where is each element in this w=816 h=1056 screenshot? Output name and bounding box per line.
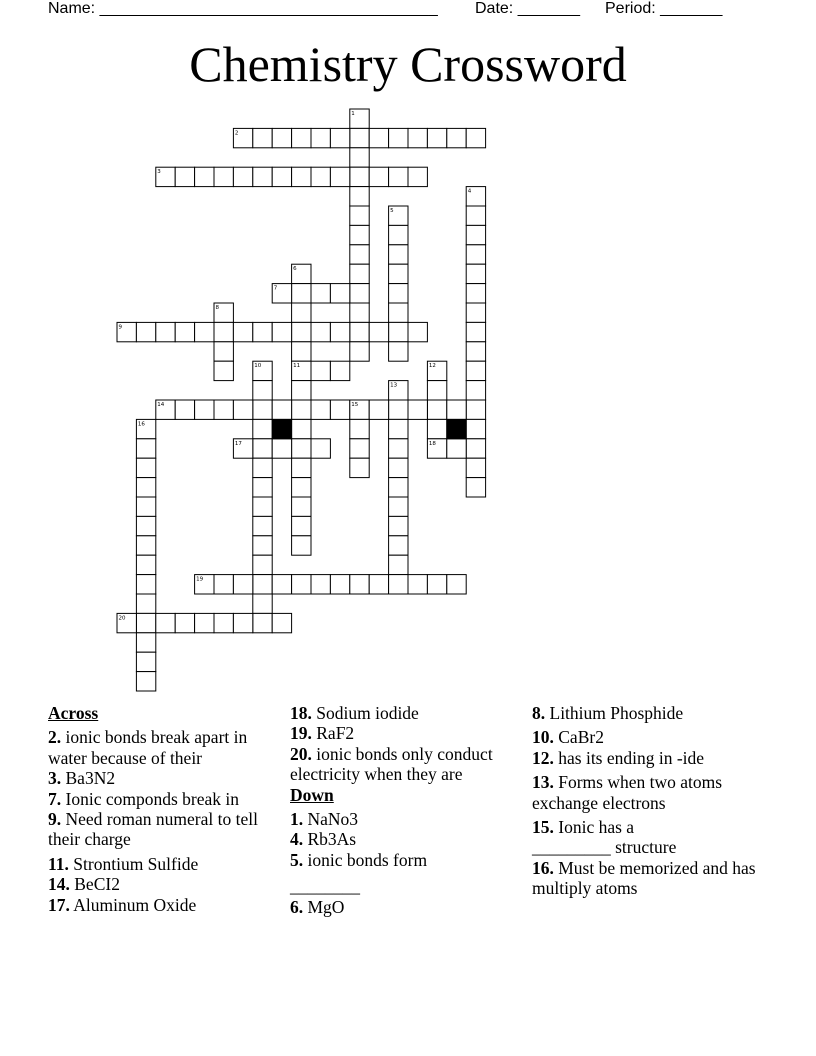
crossword-cell[interactable] (292, 400, 311, 419)
clues-column-1 (48, 703, 273, 915)
crossword-cell[interactable] (292, 536, 311, 555)
crossword-cell[interactable] (389, 536, 408, 555)
clue-number-label: 9 (118, 324, 122, 331)
crossword-cell[interactable] (214, 167, 233, 186)
crossword-cell[interactable] (447, 400, 466, 419)
clue-across-3: 3. Ba3N2 (48, 768, 116, 789)
crossword-cell[interactable] (311, 439, 330, 458)
crossword-cell[interactable] (350, 419, 369, 438)
crossword-cell[interactable] (253, 478, 272, 497)
crossword-cell[interactable] (214, 322, 233, 341)
clue-number-label: 3 (157, 169, 161, 176)
crossword-cell[interactable] (253, 128, 272, 147)
clue-down-5-blank: ________ (290, 876, 360, 897)
crossword-cell[interactable] (136, 613, 155, 632)
clue-number-label: 5 (390, 208, 394, 214)
black-cell (447, 419, 466, 438)
crossword-cell[interactable] (272, 128, 291, 147)
crossword-cell[interactable] (292, 167, 311, 186)
crossword-cell[interactable] (427, 400, 446, 419)
crossword-cell[interactable] (427, 419, 446, 438)
crossword-cell[interactable] (214, 400, 233, 419)
crossword-cell[interactable] (292, 303, 311, 322)
crossword-cell[interactable] (253, 419, 272, 438)
crossword-cell[interactable] (233, 322, 252, 341)
crossword-cell[interactable] (466, 128, 485, 147)
crossword-cell[interactable] (233, 575, 252, 594)
crossword-cell[interactable] (330, 128, 349, 147)
crossword-cell[interactable] (389, 497, 408, 516)
crossword-cell[interactable] (136, 575, 155, 594)
crossword-cell[interactable] (447, 128, 466, 147)
crossword-cell[interactable] (253, 575, 272, 594)
crossword-cell[interactable] (350, 109, 369, 128)
crossword-cell[interactable] (408, 128, 427, 147)
crossword-cell[interactable] (408, 400, 427, 419)
crossword-cell[interactable] (330, 361, 349, 380)
clue-number-label: 16 (137, 421, 145, 428)
clue-down-13: 13. Forms when two atoms exchange electrons (532, 772, 723, 813)
crossword-cell[interactable] (350, 225, 369, 244)
crossword-cell[interactable] (311, 322, 330, 341)
crossword-cell[interactable] (466, 478, 485, 497)
clue-across-20: 20. ionic bonds only conduct electricity when they are (290, 743, 493, 785)
crossword-cell[interactable] (389, 284, 408, 303)
clue-number-label: 15 (351, 402, 359, 408)
crossword-cell[interactable] (253, 167, 272, 186)
crossword-cell[interactable] (233, 128, 252, 147)
crossword-cell[interactable] (466, 303, 485, 322)
crossword-cell[interactable] (292, 128, 311, 147)
crossword-cell[interactable] (330, 284, 349, 303)
crossword-cell[interactable] (389, 225, 408, 244)
period-field[interactable]: Period: _______ (605, 0, 723, 17)
clue-number-label: 12 (428, 363, 436, 370)
crossword-cell[interactable] (292, 284, 311, 303)
crossword-cell[interactable] (136, 555, 155, 574)
date-field[interactable]: Date: _______ (475, 0, 580, 17)
crossword-cell[interactable] (350, 400, 369, 419)
crossword-cell[interactable] (233, 400, 252, 419)
crossword-cell[interactable] (389, 167, 408, 186)
crossword-cell[interactable] (136, 516, 155, 535)
crossword-cell[interactable] (389, 322, 408, 341)
crossword-cell[interactable] (136, 594, 155, 613)
crossword-cell[interactable] (156, 322, 175, 341)
crossword-cell[interactable] (350, 458, 369, 477)
crossword-cell[interactable] (233, 613, 252, 632)
crossword-cell[interactable] (389, 439, 408, 458)
crossword-cell[interactable] (175, 400, 194, 419)
crossword-cell[interactable] (214, 575, 233, 594)
crossword-cell[interactable] (292, 439, 311, 458)
crossword-cell[interactable] (253, 516, 272, 535)
crossword-cell[interactable] (350, 342, 369, 361)
crossword-cell[interactable] (350, 264, 369, 283)
crossword-cell[interactable] (175, 613, 194, 632)
crossword-cell[interactable] (292, 516, 311, 535)
crossword-cell[interactable] (175, 167, 194, 186)
clue-across-11: 11. Strontium Sulfide (48, 853, 199, 874)
crossword-cell[interactable] (195, 575, 214, 594)
black-cell (272, 419, 291, 438)
crossword-cell[interactable] (253, 381, 272, 400)
crossword-cell[interactable] (389, 245, 408, 264)
crossword-cell[interactable] (447, 575, 466, 594)
crossword-cell[interactable] (389, 303, 408, 322)
crossword-cell[interactable] (350, 245, 369, 264)
crossword-cell[interactable] (311, 167, 330, 186)
crossword-cell[interactable] (389, 478, 408, 497)
crossword-cell[interactable] (272, 613, 291, 632)
clues-column-3 (532, 703, 767, 899)
crossword-cell[interactable] (369, 322, 388, 341)
crossword-cell[interactable] (136, 439, 155, 458)
clue-number-label: 10 (254, 363, 262, 370)
crossword-cell[interactable] (136, 458, 155, 477)
crossword-cell[interactable] (330, 322, 349, 341)
crossword-cell[interactable] (427, 128, 446, 147)
crossword-cell[interactable] (253, 361, 272, 380)
crossword-cell[interactable] (195, 167, 214, 186)
crossword-cell[interactable] (253, 322, 272, 341)
crossword-cell[interactable] (466, 381, 485, 400)
clue-across-9: 9. Need roman numeral to tell their charge (48, 809, 258, 850)
crossword-cell[interactable] (136, 497, 155, 516)
crossword-cell[interactable] (253, 594, 272, 613)
crossword-cell[interactable] (292, 361, 311, 380)
crossword-cell[interactable] (389, 516, 408, 535)
crossword-cell[interactable] (350, 206, 369, 225)
crossword-cell[interactable] (330, 167, 349, 186)
crossword-cell[interactable] (466, 342, 485, 361)
crossword-cell[interactable] (427, 381, 446, 400)
clue-number-label: 2 (234, 130, 239, 137)
crossword-cell[interactable] (136, 633, 155, 652)
crossword-cell[interactable] (389, 575, 408, 594)
crossword-cell[interactable] (427, 439, 446, 458)
clue-down-12: 12. has its ending in -ide (532, 747, 705, 768)
crossword-cell[interactable] (272, 284, 291, 303)
crossword-cell[interactable] (214, 361, 233, 380)
crossword-cell[interactable] (466, 458, 485, 477)
crossword-cell[interactable] (136, 672, 155, 691)
clue-across-19: 19. RaF2 (290, 723, 355, 744)
clue-number-label: 7 (273, 285, 278, 292)
down-heading: Down (290, 784, 334, 805)
crossword-cell[interactable] (350, 575, 369, 594)
crossword-cell[interactable] (311, 400, 330, 419)
clue-number-label: 19 (196, 576, 204, 583)
crossword-cell[interactable] (117, 613, 136, 632)
clue-down-16: 16. Must be memorized and has multiply atoms (532, 857, 756, 899)
crossword-cell[interactable] (466, 225, 485, 244)
crossword-cell[interactable] (214, 303, 233, 322)
crossword-cell[interactable] (292, 322, 311, 341)
crossword-cell[interactable] (466, 439, 485, 458)
clue-number-label: 18 (428, 440, 436, 447)
clue-across-18: 18. Sodium iodide (290, 703, 419, 723)
crossword-cell[interactable] (389, 381, 408, 400)
crossword-cell[interactable] (408, 167, 427, 186)
crossword-cell[interactable] (156, 613, 175, 632)
crossword-cell[interactable] (292, 478, 311, 497)
crossword-cell[interactable] (214, 613, 233, 632)
crossword-cell[interactable] (389, 264, 408, 283)
name-field[interactable]: Name: ______________________________________ (48, 0, 438, 17)
crossword-cell[interactable] (427, 361, 446, 380)
crossword-cell[interactable] (253, 400, 272, 419)
crossword-cell[interactable] (369, 575, 388, 594)
crossword-cell[interactable] (466, 187, 485, 206)
crossword-cell[interactable] (466, 206, 485, 225)
crossword-cell[interactable] (350, 303, 369, 322)
crossword-cell[interactable] (466, 284, 485, 303)
crossword-cell[interactable] (311, 128, 330, 147)
crossword-cell[interactable] (253, 458, 272, 477)
crossword-cell[interactable] (350, 322, 369, 341)
across-heading: Across (48, 703, 99, 723)
crossword-cell[interactable] (156, 167, 175, 186)
crossword-cell[interactable] (350, 167, 369, 186)
clue-down-6: 6. MgO (290, 896, 345, 917)
clue-across-2: 2. ionic bonds break apart in water because of their (48, 727, 248, 768)
crossword-cell[interactable] (369, 167, 388, 186)
crossword-cell[interactable] (253, 497, 272, 516)
crossword-cell[interactable] (292, 497, 311, 516)
clue-number-label: 13 (390, 382, 398, 389)
clue-number-label: 8 (215, 305, 219, 311)
crossword-cell[interactable] (389, 206, 408, 225)
clue-down-8: 8. Lithium Phosphide (532, 703, 684, 723)
crossword-cell[interactable] (175, 322, 194, 341)
clue-number-label: 14 (157, 402, 165, 408)
clue-number-label: 6 (293, 266, 297, 273)
crossword-cell[interactable] (272, 575, 291, 594)
clue-down-5: 5. ionic bonds form (290, 849, 428, 870)
crossword-cell[interactable] (389, 342, 408, 361)
crossword-cell[interactable] (408, 322, 427, 341)
crossword-cell[interactable] (408, 575, 427, 594)
crossword-cell[interactable] (311, 575, 330, 594)
crossword-cell[interactable] (369, 128, 388, 147)
crossword-cell[interactable] (311, 284, 330, 303)
crossword-cell[interactable] (330, 400, 349, 419)
clue-number-label: 4 (467, 188, 472, 195)
crossword-cell[interactable] (292, 381, 311, 400)
crossword-cell[interactable] (136, 652, 155, 671)
crossword-cell[interactable] (195, 322, 214, 341)
crossword-cell[interactable] (466, 264, 485, 283)
crossword-cell[interactable] (253, 555, 272, 574)
crossword-cell[interactable] (350, 128, 369, 147)
crossword-cell[interactable] (389, 400, 408, 419)
clue-down-4: 4. Rb3As (290, 829, 357, 850)
crossword-cell[interactable] (389, 419, 408, 438)
crossword-cell[interactable] (253, 536, 272, 555)
clue-down-10: 10. CaBr2 (532, 727, 604, 748)
clue-down-15: 15. Ionic has a (532, 817, 635, 838)
crossword-cell[interactable] (350, 187, 369, 206)
crossword-cell[interactable] (350, 148, 369, 167)
crossword-cell[interactable] (389, 458, 408, 477)
crossword-cell[interactable] (272, 439, 291, 458)
crossword-cell[interactable] (136, 419, 155, 438)
crossword-cell[interactable] (292, 575, 311, 594)
crossword-cell[interactable] (292, 342, 311, 361)
crossword-cell[interactable] (272, 167, 291, 186)
crossword-cell[interactable] (253, 613, 272, 632)
crossword-cell[interactable] (466, 361, 485, 380)
clue-down-15-blank: _________ structure (532, 837, 677, 858)
crossword-cell[interactable] (136, 322, 155, 341)
clue-across-14: 14. BeCI2 (48, 874, 120, 895)
crossword-cell[interactable] (466, 419, 485, 438)
page-title: Chemistry Crossword (189, 36, 627, 92)
crossword-cell[interactable] (466, 322, 485, 341)
clue-across-7: 7. Ionic componds break in (48, 788, 239, 809)
crossword-cell[interactable] (136, 478, 155, 497)
crossword-cell[interactable] (350, 439, 369, 458)
crossword-cell[interactable] (389, 555, 408, 574)
crossword-cell[interactable] (427, 575, 446, 594)
crossword-cell[interactable] (292, 264, 311, 283)
crossword-cell[interactable] (253, 439, 272, 458)
crossword-cell[interactable] (466, 400, 485, 419)
clue-number-label: 20 (118, 615, 126, 622)
crossword-cell[interactable] (195, 613, 214, 632)
crossword-cell[interactable] (292, 458, 311, 477)
clue-number-label: 17 (234, 440, 242, 447)
clue-number-label: 1 (351, 111, 355, 117)
crossword-cell[interactable] (272, 322, 291, 341)
crossword-cell[interactable] (117, 322, 136, 341)
crossword-cell[interactable] (233, 439, 252, 458)
crossword-cell[interactable] (233, 167, 252, 186)
clues-column-2 (290, 703, 515, 917)
crossword-cell[interactable] (447, 439, 466, 458)
crossword-cell[interactable] (466, 245, 485, 264)
clue-number-label: 11 (293, 363, 301, 370)
crossword-cell[interactable] (389, 128, 408, 147)
crossword-cell[interactable] (369, 400, 388, 419)
crossword-cell[interactable] (156, 400, 175, 419)
crossword-cell[interactable] (350, 284, 369, 303)
student-info-header (48, 0, 768, 20)
crossword-cell[interactable] (195, 400, 214, 419)
crossword-cell[interactable] (214, 342, 233, 361)
crossword-cell[interactable] (330, 575, 349, 594)
clue-down-1: 1. NaNo3 (290, 809, 359, 830)
clue-across-17: 17. Aluminum Oxide (48, 894, 197, 915)
crossword-cell[interactable] (136, 536, 155, 555)
crossword-cell[interactable] (272, 400, 291, 419)
crossword-cell[interactable] (292, 419, 311, 438)
crossword-cell[interactable] (311, 361, 330, 380)
